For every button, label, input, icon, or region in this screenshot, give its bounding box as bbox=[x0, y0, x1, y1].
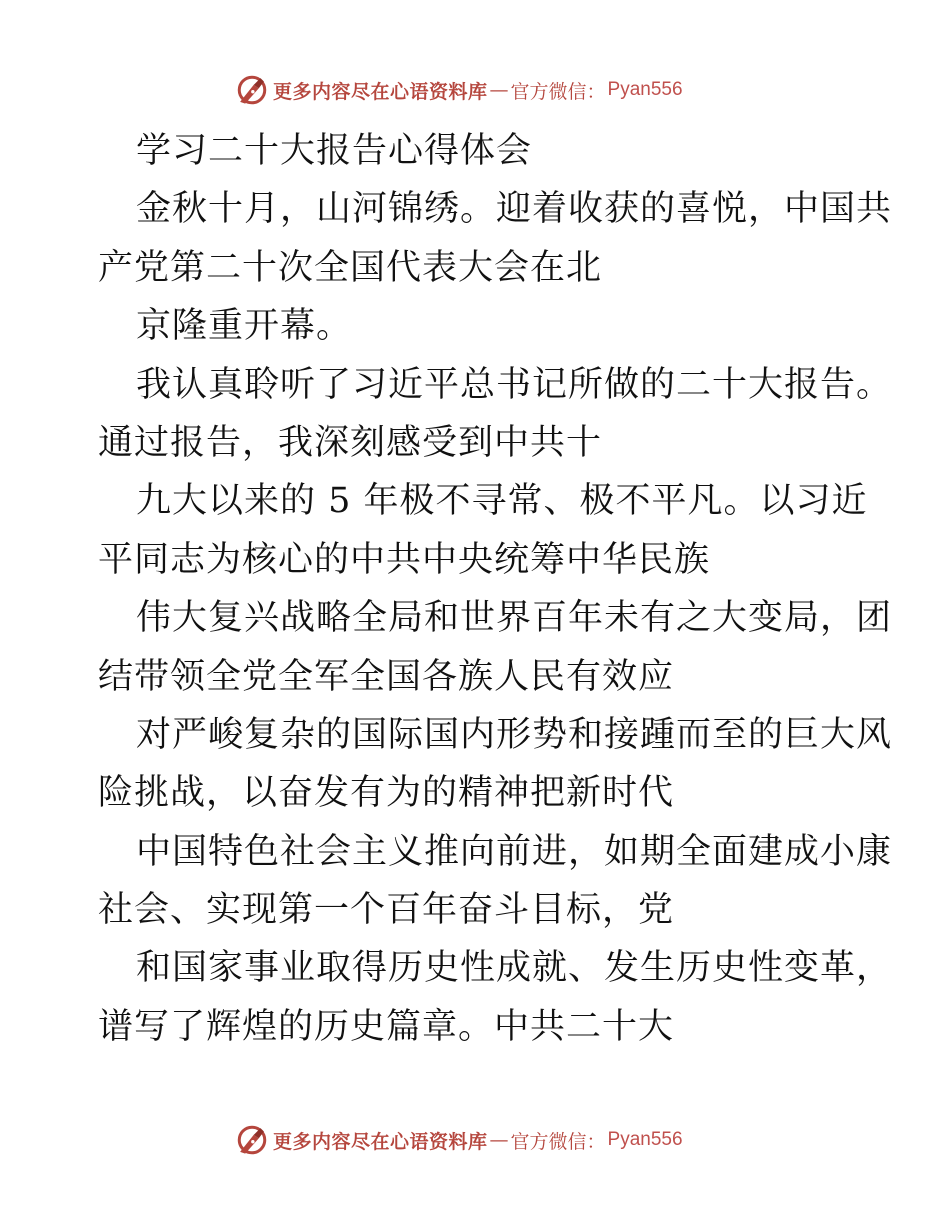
footer-wechat-label: 官方微信： bbox=[510, 1130, 606, 1153]
text-line: 社会、实现第一个百年奋斗目标，党 bbox=[98, 890, 675, 931]
text-line: 对严峻复杂的国际国内形势和接踵而至的巨大风 bbox=[136, 714, 893, 755]
text-line: 我认真聆听了习近平总书记所做的二十大报告。 bbox=[136, 364, 893, 405]
footer-site-text: 更多内容尽在心语资料库 bbox=[273, 1130, 488, 1153]
text-line: 京隆重开幕。 bbox=[136, 306, 353, 347]
text-line: 险挑战，以奋发有为的精神把新时代 bbox=[98, 773, 675, 814]
text-line: 金秋十月，山河锦绣。迎着收获的喜悦，中国共 bbox=[136, 189, 893, 230]
pen-nib-logo-icon bbox=[235, 1123, 269, 1157]
footer-banner bbox=[235, 1122, 755, 1158]
header-wechat-id: Pyan556 bbox=[607, 79, 683, 100]
footer-wechat-id: Pyan556 bbox=[607, 1129, 683, 1150]
text-line: 谱写了辉煌的历史篇章。中共二十大 bbox=[98, 1006, 675, 1047]
text-line: 九大以来的 5 年极不寻常、极不平凡。以习近 bbox=[136, 481, 868, 522]
pen-nib-logo-icon bbox=[235, 73, 269, 107]
header-wechat-label: 官方微信： bbox=[510, 80, 606, 103]
document-body bbox=[98, 122, 893, 1056]
header-banner bbox=[235, 72, 755, 108]
header-separator: — bbox=[489, 79, 509, 101]
document-title: 学习二十大报告心得体会 bbox=[136, 131, 533, 171]
text-line: 通过报告，我深刻感受到中共十 bbox=[98, 422, 603, 463]
text-line: 伟大复兴战略全局和世界百年未有之大变局，团 bbox=[136, 598, 893, 639]
text-line: 产党第二十次全国代表大会在北 bbox=[98, 247, 603, 288]
header-site-text: 更多内容尽在心语资料库 bbox=[273, 80, 488, 103]
text-line: 和国家事业取得历史性成就、发生历史性变革， bbox=[136, 948, 893, 989]
text-line: 结带领全党全军全国各族人民有效应 bbox=[98, 656, 675, 697]
text-line: 中国特色社会主义推向前进，如期全面建成小康 bbox=[136, 831, 893, 872]
text-line: 平同志为核心的中共中央统筹中华民族 bbox=[98, 539, 711, 580]
footer-separator: — bbox=[489, 1129, 509, 1151]
